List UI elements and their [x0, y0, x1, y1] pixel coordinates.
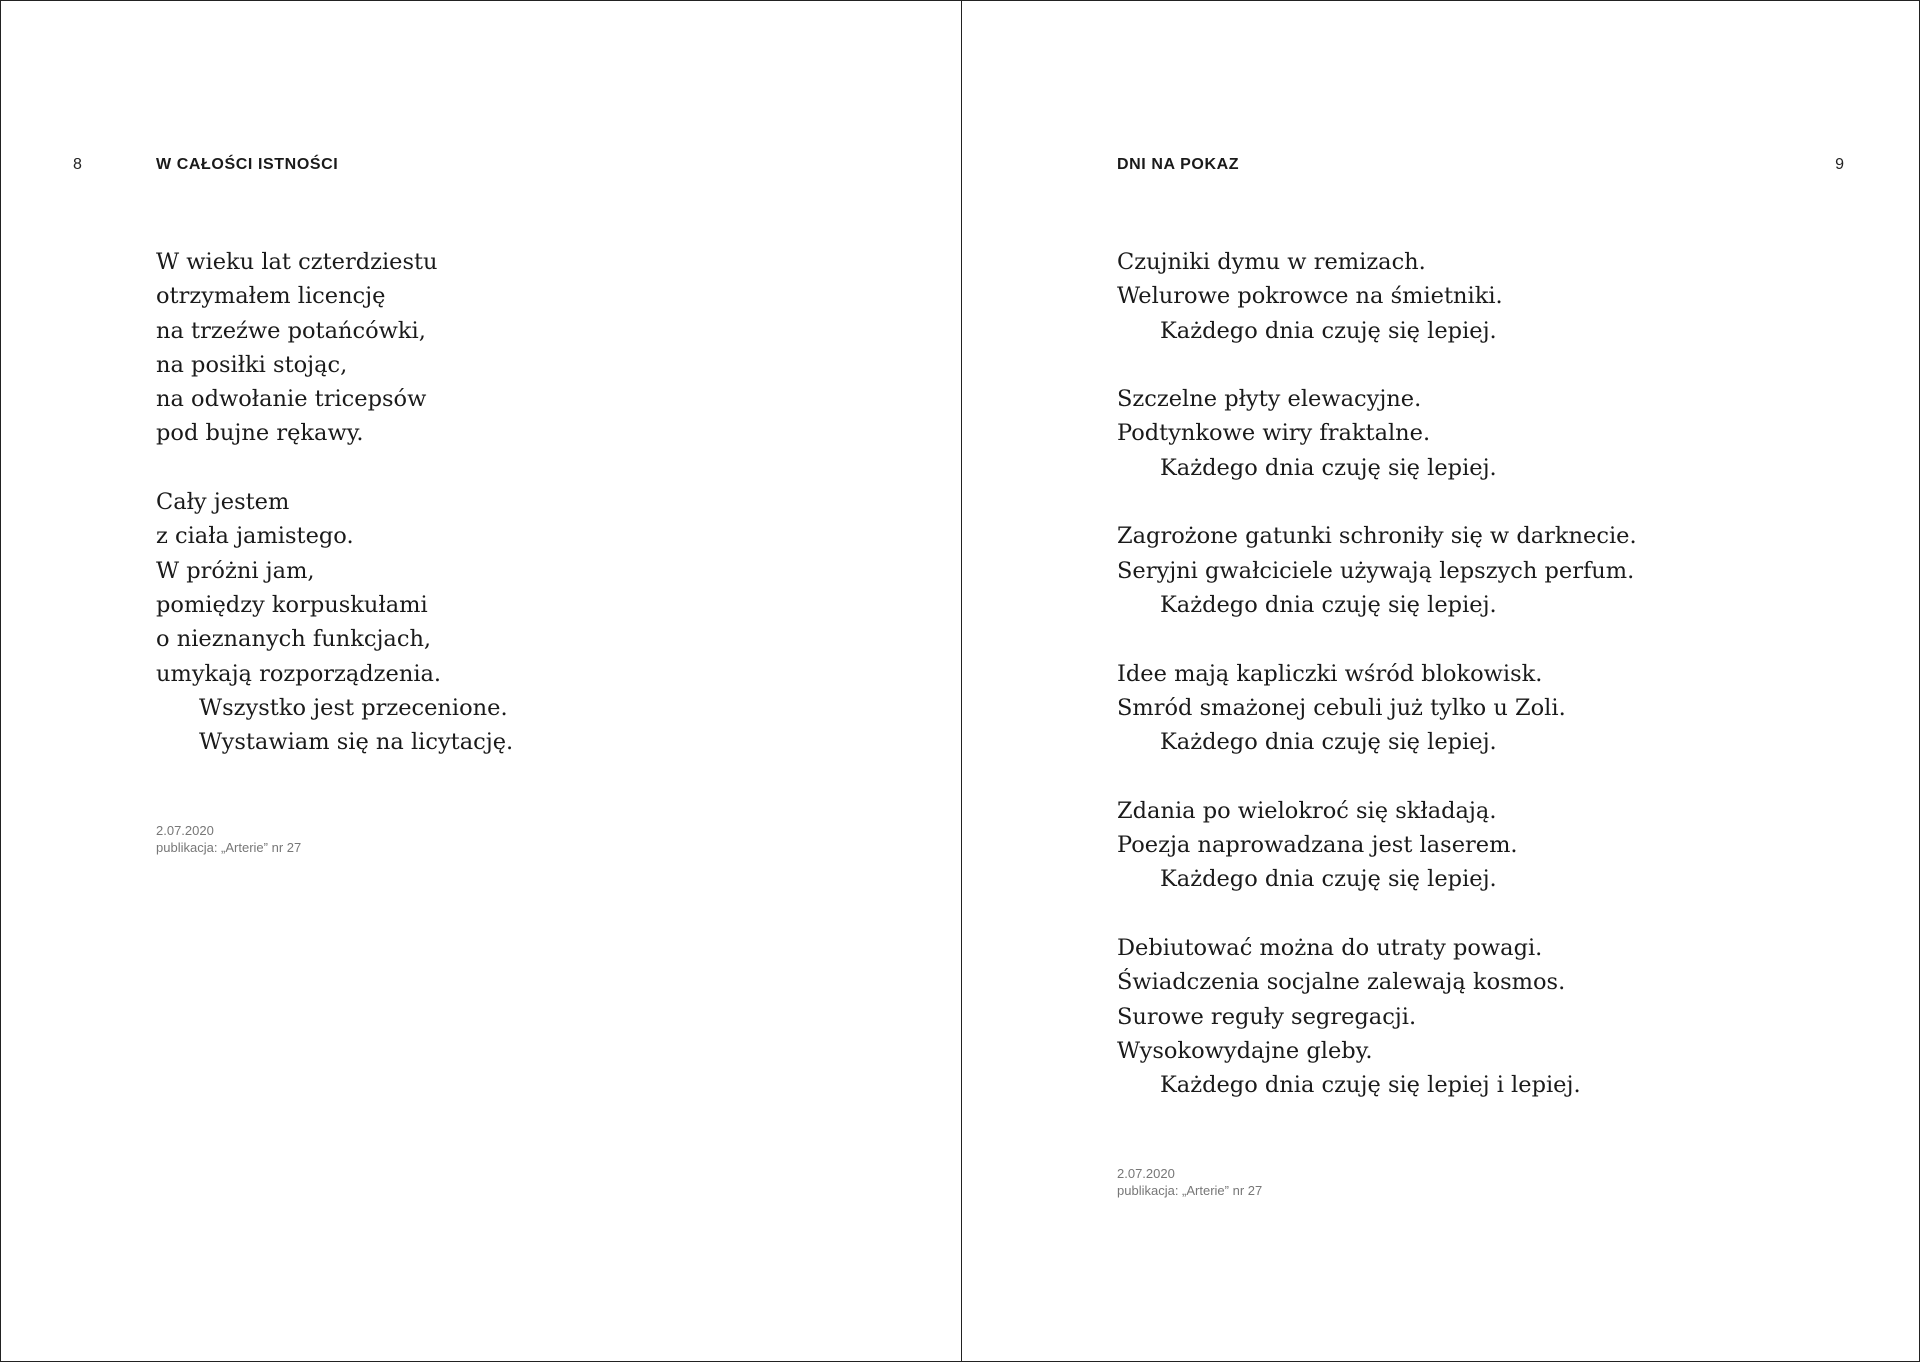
poem-metadata	[1117, 1165, 1262, 1199]
stanza	[1117, 794, 1637, 897]
stanza	[1117, 519, 1637, 622]
refrain-line: Wszystko jest przecenione.	[199, 694, 508, 721]
verse-line: na odwołanie tricepsów	[156, 386, 427, 413]
poem-publication: publikacja: „Arterie” nr 27	[156, 840, 302, 855]
verse-line: Wysokowydajne gleby.	[1117, 1037, 1373, 1064]
poem-publication: publikacja: „Arterie” nr 27	[1117, 1183, 1263, 1198]
verse-line: pomiędzy korpuskułami	[156, 591, 428, 618]
refrain-line: Każdego dnia czuję się lepiej.	[1160, 317, 1497, 344]
verse-line: Poezja naprowadzana jest laserem.	[1117, 832, 1518, 859]
poem-date: 2.07.2020	[156, 823, 214, 838]
poem-date: 2.07.2020	[1117, 1166, 1175, 1181]
verse-line: Seryjni gwałciciele używają lepszych perfum.	[1117, 557, 1635, 584]
verse-line: W wieku lat czterdziestu	[156, 249, 438, 275]
running-title: DNI NA POKAZ	[1117, 156, 1240, 173]
verse-line: otrzymałem licencję	[156, 283, 386, 310]
refrain-line: Każdego dnia czuję się lepiej.	[1160, 729, 1497, 756]
verse-line: z ciała jamistego.	[156, 523, 354, 550]
verse-line: o nieznanych funkcjach,	[156, 626, 432, 653]
verse-line: pod bujne rękawy.	[156, 420, 364, 447]
stanza	[1117, 657, 1637, 760]
stanza	[1117, 382, 1637, 485]
verse-line: Szczelne płyty elewacyjne.	[1117, 386, 1422, 413]
poem-body	[1117, 245, 1637, 1137]
verse-line: Zdania po wielokroć się składają.	[1117, 797, 1497, 824]
refrain-line: Każdego dnia czuję się lepiej.	[1160, 866, 1497, 893]
verse-line: Smród smażonej cebuli już tylko u Zoli.	[1117, 694, 1566, 721]
refrain-line: Każdego dnia czuję się lepiej.	[1160, 454, 1497, 481]
refrain-line: Każdego dnia czuję się lepiej i lepiej.	[1160, 1072, 1581, 1099]
verse-line: Cały jestem	[156, 489, 290, 516]
page-number: 9	[1835, 156, 1844, 173]
verse-line: Surowe reguły segregacji.	[1117, 1003, 1417, 1030]
verse-line: Czujniki dymu w remizach.	[1117, 249, 1426, 275]
stanza	[1117, 245, 1637, 348]
refrain-line: Wystawiam się na licytację.	[199, 729, 514, 756]
stanza	[156, 245, 513, 451]
left-page	[1, 1, 961, 1361]
verse-line: W próżni jam,	[156, 557, 315, 584]
verse-line: Zagrożone gatunki schroniły się w darknecie.	[1117, 523, 1637, 550]
poem-body	[156, 245, 513, 794]
poem-metadata	[156, 822, 301, 856]
refrain-line: Każdego dnia czuję się lepiej.	[1160, 591, 1497, 618]
stanza	[1117, 931, 1637, 1102]
verse-line: Welurowe pokrowce na śmietniki.	[1117, 283, 1503, 310]
running-title: W CAŁOŚCI ISTNOŚCI	[156, 156, 339, 173]
stanza	[156, 485, 513, 759]
page-number: 8	[73, 156, 82, 173]
verse-line: umykają rozporządzenia.	[156, 660, 442, 687]
verse-line: Debiutować można do utraty powagi.	[1117, 934, 1543, 961]
verse-line: na posiłki stojąc,	[156, 351, 348, 378]
verse-line: na trzeźwe potańcówki,	[156, 317, 426, 344]
right-page	[962, 1, 1919, 1361]
verse-line: Świadczenia socjalne zalewają kosmos.	[1117, 969, 1566, 996]
verse-line: Podtynkowe wiry fraktalne.	[1117, 420, 1431, 447]
verse-line: Idee mają kapliczki wśród blokowisk.	[1117, 660, 1543, 687]
